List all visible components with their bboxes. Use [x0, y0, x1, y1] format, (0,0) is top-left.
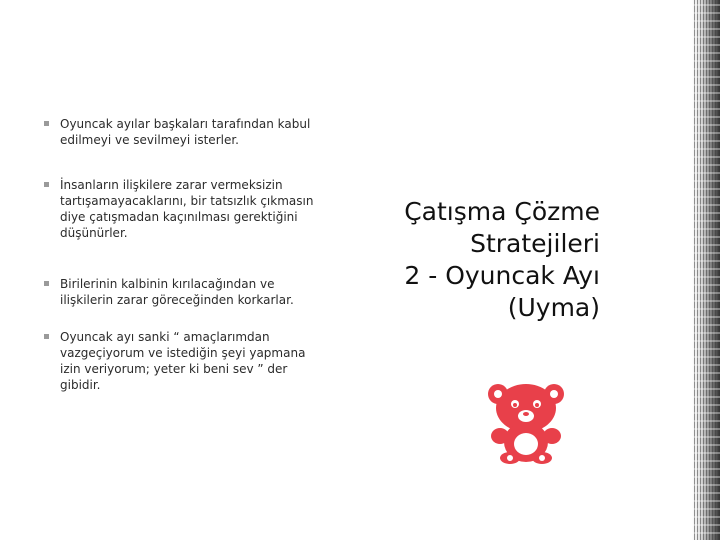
bullet-item [44, 276, 324, 308]
bullet-square-icon [44, 281, 49, 286]
bullet-text: İnsanların ilişkilere zarar vermeksizin tartışamayacaklarını, bir tatsızlık çıkmasın diye çatışmadan kaçınılması gerektiğini düşünürler. [60, 178, 314, 240]
title-line: Çatışma Çözme [404, 197, 600, 226]
title-line: 2 - Oyuncak Ayı [404, 261, 600, 290]
decorative-edge [692, 0, 720, 540]
bullet-square-icon [44, 182, 49, 187]
title-line: Stratejileri [470, 229, 600, 258]
bullet-item [44, 329, 324, 393]
slide-title [340, 196, 600, 324]
bullet-square-icon [44, 334, 49, 339]
title-line: (Uyma) [507, 293, 600, 322]
bullet-text: Oyuncak ayı sanki “ amaçlarımdan vazgeçiyorum ve istediğin şeyi yapmana izin veriyorum; yeter ki beni sev ” der gibidir. [60, 330, 306, 392]
bullet-text: Oyuncak ayılar başkaları tarafından kabul edilmeyi ve sevilmeyi isterler. [60, 117, 311, 147]
bullet-item [44, 116, 324, 148]
teddy-bear-icon [482, 382, 570, 464]
bullet-item [44, 177, 324, 241]
bullet-text: Birilerinin kalbinin kırılacağından ve ilişkilerin zarar göreceğinden korkarlar. [60, 277, 294, 307]
bullet-square-icon [44, 121, 49, 126]
